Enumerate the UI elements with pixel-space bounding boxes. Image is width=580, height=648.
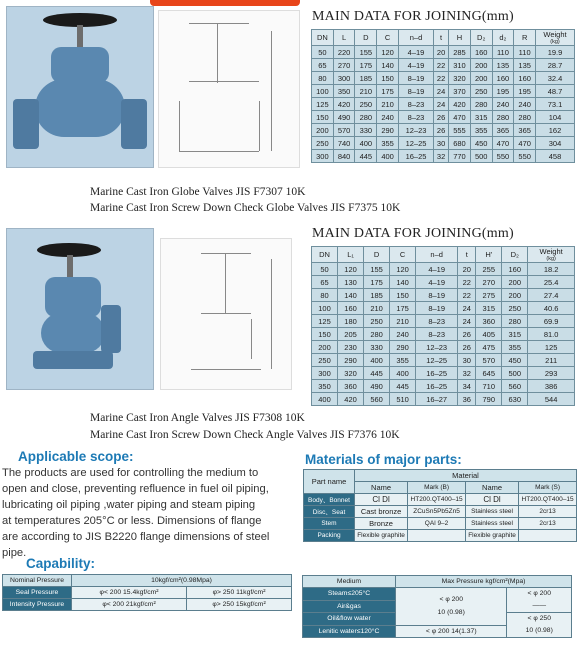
table-cell: 150 xyxy=(390,289,416,302)
table-cell: 350 xyxy=(333,85,355,98)
table-cell: 162 xyxy=(536,124,575,137)
table-cell: 240 xyxy=(390,328,416,341)
table-cell: 355 xyxy=(502,341,528,354)
table-cell: 570 xyxy=(333,124,355,137)
table-cell: 365 xyxy=(514,124,536,137)
angle-valve-drawing xyxy=(160,238,292,390)
table-cell: 355 xyxy=(377,137,399,150)
table-cell: 22 xyxy=(434,72,449,85)
column-header: Weight (kg) xyxy=(528,247,575,263)
table-cell: 211 xyxy=(528,354,575,367)
table-cell: 24 xyxy=(434,98,449,111)
table-cell: 155 xyxy=(355,46,377,59)
table-cell: 645 xyxy=(476,367,502,380)
table-cell: 250 xyxy=(312,137,334,150)
table-cell: 240 xyxy=(377,111,399,124)
column-header: n–d xyxy=(416,247,458,263)
table-cell: 386 xyxy=(528,380,575,393)
section2-caption-2: Marine Cast Iron Screw Down Check Angle Valves JIS F7376 10K xyxy=(90,429,400,441)
table-cell: 560 xyxy=(364,393,390,406)
table-cell: 32.4 xyxy=(536,72,575,85)
table-cell: 8–23 xyxy=(398,111,433,124)
column-header: C xyxy=(377,30,399,46)
table-cell: 195 xyxy=(492,85,514,98)
table-cell: 315 xyxy=(470,111,492,124)
table-cell: 80 xyxy=(312,72,334,85)
table-row xyxy=(312,276,575,289)
table-cell: 445 xyxy=(364,367,390,380)
table-cell: 180 xyxy=(338,315,364,328)
table-cell: 285 xyxy=(449,46,471,59)
table-cell: 8–23 xyxy=(416,328,458,341)
materials-heading: Materials of major parts: xyxy=(305,452,462,467)
table-row xyxy=(312,289,575,302)
table-cell: 475 xyxy=(476,341,502,354)
table-cell: 420 xyxy=(338,393,364,406)
table-cell: 544 xyxy=(528,393,575,406)
table-cell: 200 xyxy=(312,341,338,354)
table-cell: 195 xyxy=(514,85,536,98)
table-cell: 150 xyxy=(312,111,334,124)
table-cell: 34 xyxy=(458,380,476,393)
table-cell: 210 xyxy=(364,302,390,315)
table-cell: 280 xyxy=(502,315,528,328)
table-cell: 320 xyxy=(449,72,471,85)
table-cell: 400 xyxy=(390,367,416,380)
table-cell: 500 xyxy=(502,367,528,380)
table-cell: 24 xyxy=(458,315,476,328)
table-cell: 160 xyxy=(470,46,492,59)
table-cell: 840 xyxy=(333,150,355,163)
angle-valve-photo xyxy=(6,228,154,390)
column-header: D₂ xyxy=(502,247,528,263)
table-row xyxy=(312,59,575,72)
table-cell: 250 xyxy=(312,354,338,367)
table-cell: 740 xyxy=(333,137,355,150)
table-cell: 445 xyxy=(355,150,377,163)
table-cell: 255 xyxy=(476,263,502,276)
table-cell: 65 xyxy=(312,59,334,72)
table-cell: 16–27 xyxy=(416,393,458,406)
table-cell: 130 xyxy=(338,276,364,289)
table-cell: 420 xyxy=(449,98,471,111)
table-cell: 200 xyxy=(470,59,492,72)
table-cell: 125 xyxy=(528,341,575,354)
column-header: H' xyxy=(476,247,502,263)
table-cell: 400 xyxy=(364,354,390,367)
table-cell: 8–23 xyxy=(416,315,458,328)
column-header: t xyxy=(434,30,449,46)
table-cell: 300 xyxy=(312,367,338,380)
column-header: D xyxy=(364,247,390,263)
table-cell: 100 xyxy=(312,85,334,98)
table-cell: 4–19 xyxy=(398,59,433,72)
table-cell: 135 xyxy=(492,59,514,72)
table-cell: 210 xyxy=(390,315,416,328)
table-cell: 27.4 xyxy=(528,289,575,302)
table-cell: 20 xyxy=(434,46,449,59)
column-header: n–d xyxy=(398,30,433,46)
table-cell: 680 xyxy=(449,137,471,150)
capability-heading: Capability: xyxy=(26,556,96,571)
table-cell: 300 xyxy=(312,150,334,163)
table-cell: 50 xyxy=(312,46,334,59)
table-row xyxy=(312,150,575,163)
table-cell: 22 xyxy=(434,59,449,72)
table-cell: 150 xyxy=(377,72,399,85)
table-cell: 360 xyxy=(476,315,502,328)
column-header: H xyxy=(449,30,471,46)
table-cell: 160 xyxy=(492,72,514,85)
table-cell: 250 xyxy=(470,85,492,98)
table-cell: 300 xyxy=(333,72,355,85)
table-cell: 790 xyxy=(476,393,502,406)
table-cell: 490 xyxy=(364,380,390,393)
table-row xyxy=(312,393,575,406)
table-cell: 110 xyxy=(492,46,514,59)
table-cell: 73.1 xyxy=(536,98,575,111)
table-cell: 360 xyxy=(338,380,364,393)
table-cell: 458 xyxy=(536,150,575,163)
table-cell: 40.6 xyxy=(528,302,575,315)
table-cell: 250 xyxy=(355,98,377,111)
table-cell: 405 xyxy=(476,328,502,341)
table-cell: 275 xyxy=(476,289,502,302)
column-header: d₂ xyxy=(492,30,514,46)
table-cell: 470 xyxy=(514,137,536,150)
column-header: Weight (kg) xyxy=(536,30,575,46)
column-header: L xyxy=(333,30,355,46)
joining-data-table-2 xyxy=(311,246,575,406)
table-cell: 175 xyxy=(377,85,399,98)
table-cell: 320 xyxy=(338,367,364,380)
table-cell: 270 xyxy=(333,59,355,72)
table-cell: 8–19 xyxy=(398,85,433,98)
table-cell: 16–25 xyxy=(416,367,458,380)
table-cell: 304 xyxy=(536,137,575,150)
column-header: D xyxy=(355,30,377,46)
table-cell: 140 xyxy=(390,276,416,289)
column-header: DN xyxy=(312,247,338,263)
table-cell: 290 xyxy=(390,341,416,354)
table-cell: 19.9 xyxy=(536,46,575,59)
table-cell: 293 xyxy=(528,367,575,380)
table-cell: 280 xyxy=(355,111,377,124)
table-cell: 104 xyxy=(536,111,575,124)
table-cell: 200 xyxy=(470,72,492,85)
globe-valve-drawing xyxy=(158,10,300,168)
table-cell: 250 xyxy=(502,302,528,315)
table-cell: 16–25 xyxy=(398,150,433,163)
table-cell: 200 xyxy=(502,289,528,302)
section1-caption-1: Marine Cast Iron Globe Valves JIS F7307 10K xyxy=(90,186,306,198)
table-cell: 280 xyxy=(470,98,492,111)
table-cell: 140 xyxy=(338,289,364,302)
table-cell: 125 xyxy=(312,98,334,111)
table-cell: 150 xyxy=(312,328,338,341)
table-cell: 155 xyxy=(364,263,390,276)
table-cell: 355 xyxy=(390,354,416,367)
section1-caption-2: Marine Cast Iron Screw Down Check Globe Valves JIS F7375 10K xyxy=(90,202,401,214)
table-row xyxy=(312,137,575,150)
table-cell: 110 xyxy=(514,46,536,59)
table-cell: 280 xyxy=(364,328,390,341)
table-cell: 400 xyxy=(312,393,338,406)
table-cell: 470 xyxy=(492,137,514,150)
globe-valve-photo xyxy=(6,6,154,168)
table-cell: 25.4 xyxy=(528,276,575,289)
table-row xyxy=(312,111,575,124)
table-cell: 365 xyxy=(492,124,514,137)
table-cell: 140 xyxy=(377,59,399,72)
capability-pressure-table: Nominal Pressure 10kgf/cm²(0.98Mpa) Seal Pressure φ< 200 15.4kgf/cm² φ> 250 11kgf/cm² Intensity Pressure φ< 200 21kgf/cm² φ> 250 15kgf/cm² xyxy=(2,574,292,611)
table-cell: 22 xyxy=(458,276,476,289)
column-header: DN xyxy=(312,30,334,46)
table-cell: 290 xyxy=(377,124,399,137)
table-cell: 120 xyxy=(377,46,399,59)
table-cell: 230 xyxy=(338,341,364,354)
table-cell: 20 xyxy=(458,263,476,276)
table-cell: 8–19 xyxy=(398,72,433,85)
table-cell: 120 xyxy=(338,263,364,276)
table-cell: 240 xyxy=(514,98,536,111)
table-cell: 315 xyxy=(502,328,528,341)
table-cell: 270 xyxy=(476,276,502,289)
table-cell: 370 xyxy=(449,85,471,98)
top-accent-bar xyxy=(150,0,300,6)
table-cell: 400 xyxy=(377,150,399,163)
table-cell: 200 xyxy=(502,276,528,289)
table-cell: 4–19 xyxy=(416,276,458,289)
table-cell: 26 xyxy=(458,328,476,341)
table-cell: 450 xyxy=(502,354,528,367)
table-cell: 330 xyxy=(355,124,377,137)
table-cell: 200 xyxy=(312,124,334,137)
table-row xyxy=(312,380,575,393)
table-cell: 550 xyxy=(514,150,536,163)
table-cell: 24 xyxy=(458,302,476,315)
table-cell: 350 xyxy=(312,380,338,393)
table-cell: 32 xyxy=(434,150,449,163)
table-cell: 48.7 xyxy=(536,85,575,98)
table-cell: 16–25 xyxy=(416,380,458,393)
table-cell: 100 xyxy=(312,302,338,315)
table-cell: 220 xyxy=(333,46,355,59)
table-cell: 210 xyxy=(377,98,399,111)
table-cell: 36 xyxy=(458,393,476,406)
table-cell: 80 xyxy=(312,289,338,302)
table-cell: 280 xyxy=(514,111,536,124)
table-cell: 12–23 xyxy=(398,124,433,137)
scope-heading: Applicable scope: xyxy=(18,449,134,464)
table-cell: 24 xyxy=(434,85,449,98)
table-cell: 81.0 xyxy=(528,328,575,341)
table-cell: 490 xyxy=(333,111,355,124)
table-cell: 470 xyxy=(449,111,471,124)
table-cell: 50 xyxy=(312,263,338,276)
table-row xyxy=(312,315,575,328)
table-cell: 8–23 xyxy=(398,98,433,111)
table-cell: 12–23 xyxy=(416,341,458,354)
table-cell: 125 xyxy=(312,315,338,328)
table-cell: 160 xyxy=(502,263,528,276)
column-header: C xyxy=(390,247,416,263)
table-cell: 8–19 xyxy=(416,302,458,315)
table-row xyxy=(312,98,575,111)
table-cell: 240 xyxy=(492,98,514,111)
table-cell: 65 xyxy=(312,276,338,289)
table-cell: 310 xyxy=(449,59,471,72)
table-cell: 69.9 xyxy=(528,315,575,328)
table-cell: 400 xyxy=(355,137,377,150)
table-row xyxy=(312,85,575,98)
table-cell: 420 xyxy=(333,98,355,111)
table-cell: 280 xyxy=(492,111,514,124)
joining-data-table-1 xyxy=(311,29,575,163)
table-cell: 175 xyxy=(364,276,390,289)
table-cell: 26 xyxy=(434,111,449,124)
materials-table: Part name Material Name Mark (B) Name Mark (S) Body、Bonnet Cl Dl HT200.QT400–15 Cl Dl HT200.QT400–15 Disc、Seat Cast bronze ZCuSn5Pb5Zn5 Stainless steel 2cr13 Stem Bronze QAl 9–2 Stainless steel 2cr13 Packing Flexible graphite Flexible graphite xyxy=(303,469,577,542)
table-row xyxy=(312,72,575,85)
column-header: t xyxy=(458,247,476,263)
table-cell: 185 xyxy=(364,289,390,302)
table-cell: 510 xyxy=(390,393,416,406)
table-cell: 630 xyxy=(502,393,528,406)
table-cell: 18.2 xyxy=(528,263,575,276)
table-cell: 560 xyxy=(502,380,528,393)
table-cell: 185 xyxy=(355,72,377,85)
table-cell: 175 xyxy=(355,59,377,72)
table-cell: 550 xyxy=(492,150,514,163)
table-cell: 210 xyxy=(355,85,377,98)
table-row xyxy=(312,341,575,354)
capability-medium-table: Medium Max Pressure kgf/cm²(Mpa) Steam≤205°C < φ 200 10 (0.98) < φ 200 —— Air&gas Oil&flow water < φ 250 10 (0.98) Lenitic water≤120°C < φ 200 14(1.37) xyxy=(302,575,572,638)
section2-caption-1: Marine Cast Iron Angle Valves JIS F7308 10K xyxy=(90,412,305,424)
table-cell: 30 xyxy=(434,137,449,150)
table-cell: 330 xyxy=(364,341,390,354)
table-cell: 710 xyxy=(476,380,502,393)
table-cell: 26 xyxy=(434,124,449,137)
table-cell: 770 xyxy=(449,150,471,163)
table-cell: 160 xyxy=(338,302,364,315)
table-row xyxy=(312,263,575,276)
section1-title: MAIN DATA FOR JOINING(mm) xyxy=(312,9,514,24)
table-row xyxy=(312,354,575,367)
table-row xyxy=(312,367,575,380)
table-cell: 120 xyxy=(390,263,416,276)
scope-text: The products are used for controlling the medium to open and close, preventing refluence in fuel oil piping, lubricating oil piping ,water piping and steam piping at temperatures 205°C or less. Dimensions of flange are according to JIS B2220 flange dimensions of steel pipe. xyxy=(2,467,270,559)
table-row xyxy=(312,328,575,341)
table-cell: 500 xyxy=(470,150,492,163)
section2-title: MAIN DATA FOR JOINING(mm) xyxy=(312,226,514,241)
table-cell: 175 xyxy=(390,302,416,315)
table-cell: 135 xyxy=(514,59,536,72)
column-header: D₂ xyxy=(470,30,492,46)
column-header: L₁ xyxy=(338,247,364,263)
table-cell: 32 xyxy=(458,367,476,380)
table-cell: 26 xyxy=(458,341,476,354)
table-row xyxy=(312,302,575,315)
table-cell: 315 xyxy=(476,302,502,315)
table-cell: 445 xyxy=(390,380,416,393)
table-cell: 22 xyxy=(458,289,476,302)
table-cell: 570 xyxy=(476,354,502,367)
table-cell: 450 xyxy=(470,137,492,150)
table-cell: 8–19 xyxy=(416,289,458,302)
table-cell: 30 xyxy=(458,354,476,367)
table-cell: 12–25 xyxy=(416,354,458,367)
table-cell: 12–25 xyxy=(398,137,433,150)
table-cell: 4–19 xyxy=(416,263,458,276)
table-cell: 205 xyxy=(338,328,364,341)
table-row xyxy=(312,124,575,137)
table-cell: 250 xyxy=(364,315,390,328)
table-cell: 355 xyxy=(470,124,492,137)
table-cell: 28.7 xyxy=(536,59,575,72)
table-row xyxy=(312,46,575,59)
table-cell: 555 xyxy=(449,124,471,137)
table-cell: 160 xyxy=(514,72,536,85)
column-header: R xyxy=(514,30,536,46)
table-cell: 290 xyxy=(338,354,364,367)
table-cell: 4–19 xyxy=(398,46,433,59)
